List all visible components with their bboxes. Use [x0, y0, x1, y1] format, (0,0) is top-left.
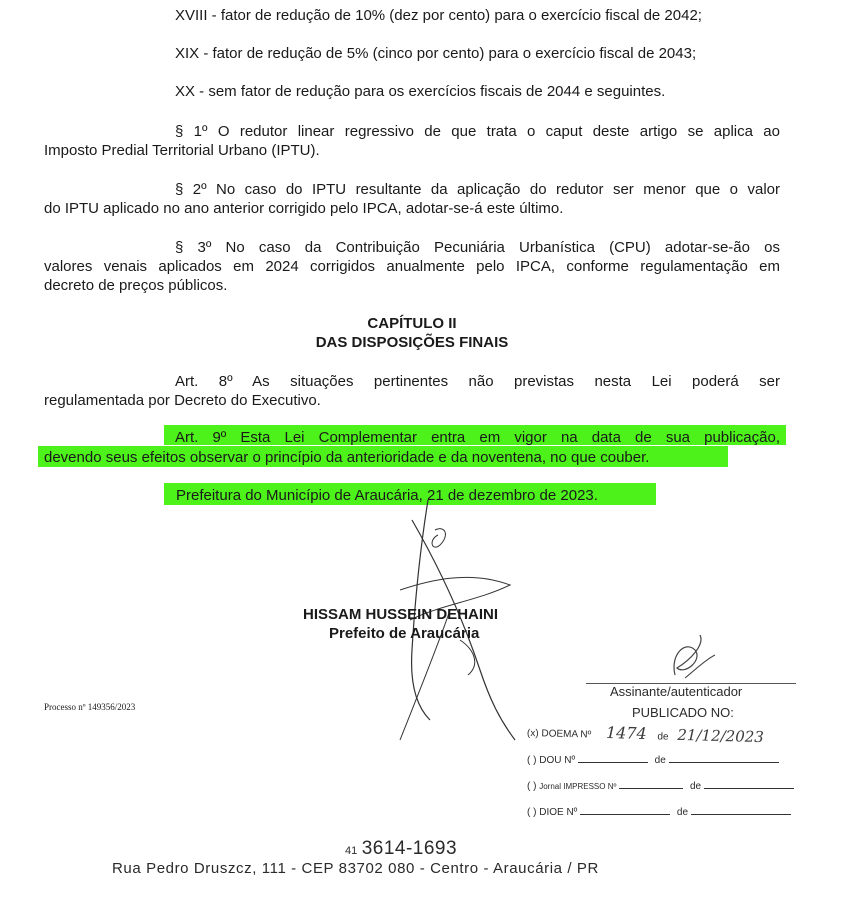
- stamp-row-label: DOEMA Nº: [541, 728, 592, 741]
- footer-phone-number: 3614-1693: [361, 838, 458, 859]
- closing-date-line: Prefeitura do Município de Araucária, 21 de dezembro de 2023.: [176, 487, 598, 504]
- stamp-row-mark: ( ): [527, 781, 537, 792]
- paragraph-3-line-2: valores venais aplicados em 2024 corrigidos anualmente pelo IPCA, conforme regulamentação em: [44, 258, 780, 275]
- inciso-xx: XX - sem fator de redução para os exercícios fiscais de 2044 e seguintes.: [175, 83, 666, 100]
- inciso-xviii: XVIII - fator de redução de 10% (dez por cento) para o exercício fiscal de 2042;: [175, 7, 702, 24]
- inciso-xix: XIX - fator de redução de 5% (cinco por cento) para o exercício fiscal de 2043;: [175, 45, 697, 62]
- stamp-row-de: de: [689, 781, 702, 792]
- processo-number: Processo nº 149356/2023: [44, 702, 136, 712]
- stamp-row-de: de: [657, 731, 669, 743]
- stamp-row-label: DOU Nº: [539, 755, 576, 766]
- paragraph-2-line-2: do IPTU aplicado no ano anterior corrigido pelo IPCA, adotar-se-á este último.: [44, 200, 564, 217]
- signatory-name: HISSAM HUSSEIN DEHAINI: [303, 606, 499, 623]
- stamp-row-number-blank: [578, 750, 648, 763]
- stamp-row-doema: [527, 721, 764, 746]
- article-8-line-2: regulamentada por Decreto do Executivo.: [44, 392, 321, 409]
- stamp-row-mark: (x): [526, 727, 539, 740]
- stamp-row-number: 1474: [605, 722, 647, 744]
- stamp-row-de: de: [654, 755, 666, 766]
- footer-area-code: 41: [345, 845, 358, 857]
- stamp-row-date-blank: [691, 802, 791, 815]
- stamp-row-mark: ( ): [527, 807, 537, 818]
- stamp-row-number-blank: [619, 776, 683, 789]
- stamp-row-number-blank: [580, 802, 670, 815]
- paragraph-2-line-1: § 2º No caso do IPTU resultante da aplicação do redutor ser menor que o valor: [175, 181, 780, 198]
- stamp-row-dou: [527, 750, 779, 766]
- stamp-row-jornal: [527, 776, 794, 792]
- stamp-published-label: PUBLICADO NO:: [632, 705, 734, 720]
- stamp-row-date: 21/12/2023: [677, 725, 765, 747]
- footer-address: Rua Pedro Druszcz, 111 - CEP 83702 080 - Centro - Araucária / PR: [112, 860, 599, 877]
- article-9-line-1: Art. 9º Esta Lei Complementar entra em vigor na data de sua publicação,: [175, 429, 780, 446]
- stamp-row-label: DIOE Nº: [539, 807, 578, 818]
- paragraph-1-line-2: Imposto Predial Territorial Urbano (IPTU).: [44, 142, 320, 159]
- paragraph-3-line-1: § 3º No caso da Contribuição Pecuniária Urbanística (CPU) adotar-se-ão os: [175, 239, 780, 256]
- stamp-row-date-blank: [704, 776, 794, 789]
- stamp-initials-scribble: [655, 630, 725, 685]
- signatory-title: Prefeito de Araucária: [329, 625, 480, 642]
- paragraph-3-line-3: decreto de preços públicos.: [44, 277, 228, 294]
- stamp-row-mark: ( ): [527, 755, 537, 766]
- paragraph-1-line-1: § 1º O redutor linear regressivo de que trata o caput deste artigo se aplica ao: [175, 123, 780, 140]
- stamp-row-label: Jornal IMPRESSO Nº: [539, 782, 617, 791]
- article-9-line-2: devendo seus efeitos observar o princípio da anterioridade e da noventena, no que couber.: [44, 449, 650, 466]
- chapter-subtitle: DAS DISPOSIÇÕES FINAIS: [315, 334, 509, 351]
- stamp-row-de: de: [676, 807, 689, 818]
- stamp-header: Assinante/autenticador: [610, 684, 743, 699]
- article-8-line-1: Art. 8º As situações pertinentes não previstas nesta Lei poderá ser: [175, 373, 780, 390]
- chapter-title: CAPÍTULO II: [367, 315, 457, 332]
- footer-phone: [345, 838, 457, 860]
- stamp-row-dioe: [527, 802, 791, 818]
- stamp-row-date-blank: [669, 750, 779, 763]
